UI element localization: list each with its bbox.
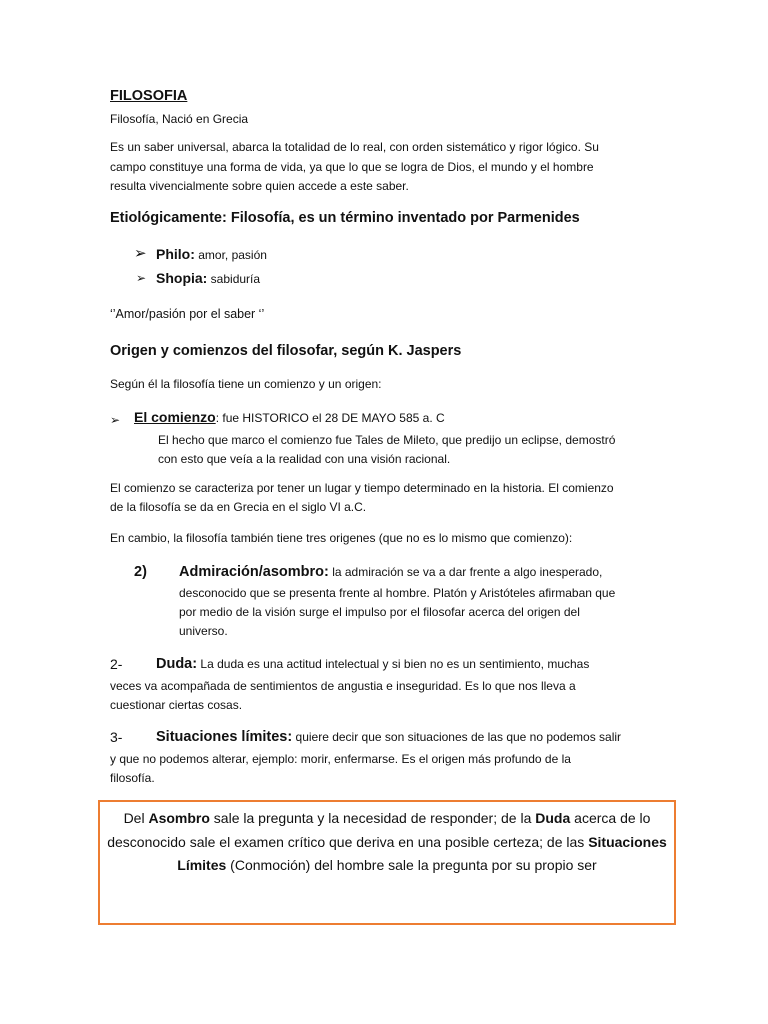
origin3-number: 3- [110, 729, 123, 745]
box-bold-asombro: Asombro [148, 810, 210, 826]
origin3-line: filosofía. [110, 771, 155, 785]
etiology-heading: Etiológicamente: Filosofía, es un término inventado por Parmenides [110, 210, 580, 226]
summary-box [98, 800, 676, 925]
intro-paragraph [110, 138, 599, 197]
comienzo-paragraph [110, 479, 614, 517]
origin1-line: por medio de la visión surge el impulso por el filosofar acerca del origen del [179, 605, 580, 619]
box-text: (Conmoción) del hombre sale la pregunta por su propio ser [226, 857, 597, 873]
subtitle: Filosofía, Nació en Grecia [110, 112, 249, 126]
origin3-first-line [156, 729, 621, 745]
origin1-detail [179, 584, 615, 641]
comienzo-rest: : fue HISTORICO el 28 DE MAYO 585 a. C [215, 411, 445, 425]
arrow-bullet-icon: ➢ [136, 271, 147, 285]
origin3-line: y que no podemos alterar, ejemplo: morir, enfermarse. Es el origen más profundo de la [110, 752, 571, 766]
origin2-line: cuestionar ciertas cosas. [110, 698, 243, 712]
origins-intro: En cambio, la filosofía también tiene tres origenes (que no es lo mismo que comienzo): [110, 531, 573, 545]
origin2-line: veces va acompañada de sentimientos de angustia e inseguridad. Es lo que nos lleva a [110, 679, 576, 693]
origin-heading: Origen y comienzos del filosofar, según K. Jaspers [110, 343, 462, 359]
quote: ‘’Amor/pasión por el saber ‘’ [110, 307, 265, 321]
origin1-line: desconocido que se presenta frente al hombre. Platón y Aristóteles afirmaban que [179, 586, 616, 600]
origin2-first-line [156, 656, 589, 672]
origin1-label: Admiración/asombro: [179, 564, 329, 580]
comienzo-detail-line: El hecho que marco el comienzo fue Tales de Mileto, que predijo un eclipse, demostró [158, 433, 616, 447]
intro-line: Es un saber universal, abarca la totalidad de lo real, con orden sistemático y rigor lógico. Su [110, 140, 599, 154]
origin2-number: 2- [110, 656, 123, 672]
origin3-first: quiere decir que son situaciones de las que no podemos salir [292, 730, 622, 744]
origin2-label: Duda: [156, 656, 198, 672]
origin1-line: universo. [179, 624, 228, 638]
intro-line: campo constituye una forma de vida, ya que lo que se logra de Dios, el mundo y el hombre [110, 159, 594, 174]
origin1-number: 2) [134, 564, 147, 580]
term-meaning: sabiduría [207, 272, 261, 286]
box-text: sale la pregunta y la necesidad de responder; de la [209, 810, 536, 826]
comienzo-paragraph-line: El comienzo se caracteriza por tener un lugar y tiempo determinado en la historia. El comienzo [110, 481, 614, 495]
origin-intro: Según él la filosofía tiene un comienzo y un origen: [110, 377, 382, 391]
term-meaning: amor, pasión [194, 248, 267, 262]
box-text: acerca de lo desconocido sale el examen crítico que deriva en una posible certeza; de las [107, 810, 651, 850]
box-bold-duda: Duda [535, 810, 571, 826]
arrow-bullet-icon: ➢ [110, 413, 121, 427]
origin3-label: Situaciones límites: [156, 729, 293, 745]
term-philo [156, 246, 267, 264]
comienzo-label: El comienzo [134, 409, 216, 425]
comienzo-detail-line: con esto que veía a la realidad con una visión racional. [158, 452, 451, 466]
comienzo-detail [158, 431, 615, 469]
origin3-detail [110, 750, 571, 788]
comienzo-line [134, 409, 445, 425]
arrow-bullet-icon: ➢ [134, 245, 147, 262]
comienzo-paragraph-line: de la filosofía se da en Grecia en el siglo VI a.C. [110, 500, 367, 514]
origin2-detail [110, 677, 576, 715]
document-title: FILOSOFIA [110, 88, 188, 104]
origin1-first-line [179, 564, 602, 580]
intro-line: resulta vivencialmente sobre quien accede a este saber. [110, 179, 409, 193]
term-label: Shopia: [156, 270, 208, 286]
origin2-first: La duda es una actitud intelectual y si bien no es un sentimiento, muchas [197, 657, 590, 671]
box-text: Del [123, 810, 149, 826]
term-label: Philo: [156, 246, 195, 262]
origin1-first: la admiración se va a dar frente a algo inesperado, [328, 565, 603, 579]
term-shopia [156, 270, 260, 288]
box-bold-situaciones: Situaciones Límites [177, 833, 667, 873]
